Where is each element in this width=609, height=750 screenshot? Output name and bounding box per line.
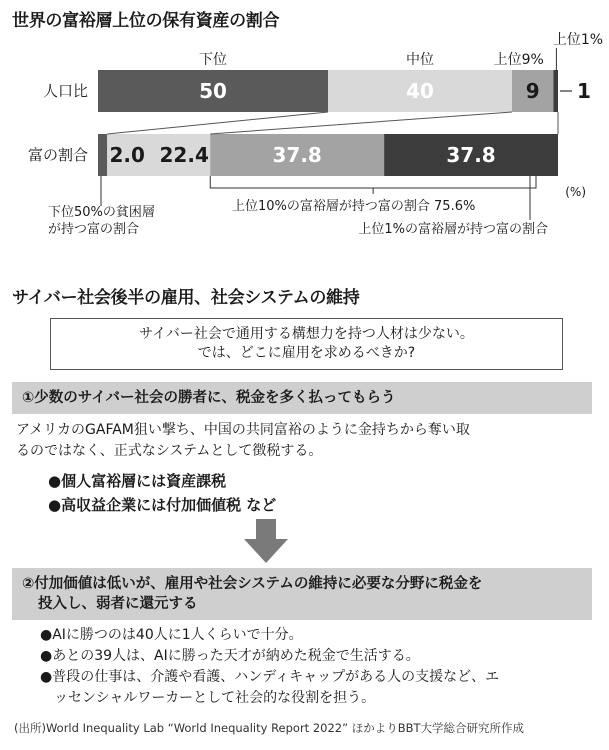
proposal1-para-line2: るのではなく、正式なシステムとして徴税する。 bbox=[16, 443, 323, 459]
proposal2-heading-line1: ②付加価値は低いが、雇用や社会システムの維持に必要な分野に税金を bbox=[22, 576, 483, 592]
bracket-top10 bbox=[210, 176, 536, 188]
bullet-wealth-tax: ●個人富裕層には資産課税 bbox=[48, 472, 227, 490]
annotation-bottom50-l1: 下位50%の貧困層 bbox=[48, 205, 155, 220]
value-label-row2-3: 37.8 bbox=[446, 143, 496, 167]
value-label-row1-3: 1 bbox=[577, 79, 591, 103]
proposal1-heading: ①少数のサイバー社会の勝者に、税金を多く払ってもらう bbox=[12, 382, 592, 414]
value-label-row1-1: 40 bbox=[406, 79, 434, 103]
section-title: サイバー社会後半の雇用、社会システムの維持 bbox=[12, 288, 360, 308]
proposal1-paragraph bbox=[16, 420, 591, 462]
connector-0 bbox=[107, 112, 328, 134]
chart-title: 世界の富裕層上位の保有資産の割合 bbox=[12, 11, 280, 31]
value-label-row1-2: 9 bbox=[525, 79, 540, 103]
bullet-ai-40: ●AIに勝つのは40人に1人くらいで十分。 bbox=[40, 627, 303, 643]
annotation-top1: 上位1%の富裕層が持つ富の割合 bbox=[358, 222, 548, 237]
question-line-2: では、どこに雇用を求めるべきか? bbox=[197, 345, 416, 361]
source-note: (出所)World Inequality Lab “World Inequality Report 2022” ほかよりBBT大学総合研究所作成 bbox=[14, 721, 525, 735]
value-label-row1-0: 50 bbox=[199, 79, 227, 103]
bullet-daily-work-cont: ッセンシャルワーカーとして社会的な役割を担う。 bbox=[54, 690, 376, 706]
bullet-vat: ●高収益企業には付加価値税 など bbox=[48, 496, 277, 514]
proposal1-para-line1: アメリカのGAFAM狙い撃ち、中国の共同富裕のように金持ちから奪い取 bbox=[16, 422, 470, 438]
series-label-2: 上位9% bbox=[493, 52, 544, 68]
bullet-daily-work: ●普段の仕事は、介護や看護、ハンディキャップがある人の支援など、エ bbox=[40, 669, 500, 685]
proposal2-bullets bbox=[40, 625, 595, 709]
connector-1 bbox=[210, 112, 512, 134]
annotation-top10: 上位10%の富裕層が持つ富の割合 75.6% bbox=[232, 199, 476, 214]
value-label-row2-0: 2.0 bbox=[109, 143, 145, 167]
row-label-1: 富の割合 bbox=[27, 146, 88, 164]
stacked-bar-chart bbox=[0, 30, 609, 255]
row-label-0: 人口比 bbox=[42, 82, 88, 100]
unit-label: (%) bbox=[565, 185, 586, 199]
value-label-row2-2: 37.8 bbox=[272, 143, 322, 167]
annotation-bottom50-l2: が持つ富の割合 bbox=[48, 222, 140, 237]
proposal2-heading bbox=[12, 568, 592, 620]
bar-0-3 bbox=[553, 70, 558, 112]
bar-1-0 bbox=[98, 134, 107, 176]
series-label-1: 中位 bbox=[406, 52, 434, 68]
question-line-1: サイバー社会で通用する構想力を持つ人材は少ない。 bbox=[139, 326, 474, 342]
proposal2-heading-line2: 投入し、弱者に還元する bbox=[38, 596, 198, 612]
question-box bbox=[50, 318, 563, 370]
value-label-row2-1: 22.4 bbox=[159, 143, 209, 167]
series-label-0: 下位 bbox=[199, 52, 227, 68]
down-arrow-icon bbox=[244, 519, 288, 563]
series-label-3: 上位1% bbox=[552, 32, 604, 48]
bullet-39-people: ●あとの39人は、AIに勝った天才が納めた税金で生活する。 bbox=[40, 648, 420, 664]
